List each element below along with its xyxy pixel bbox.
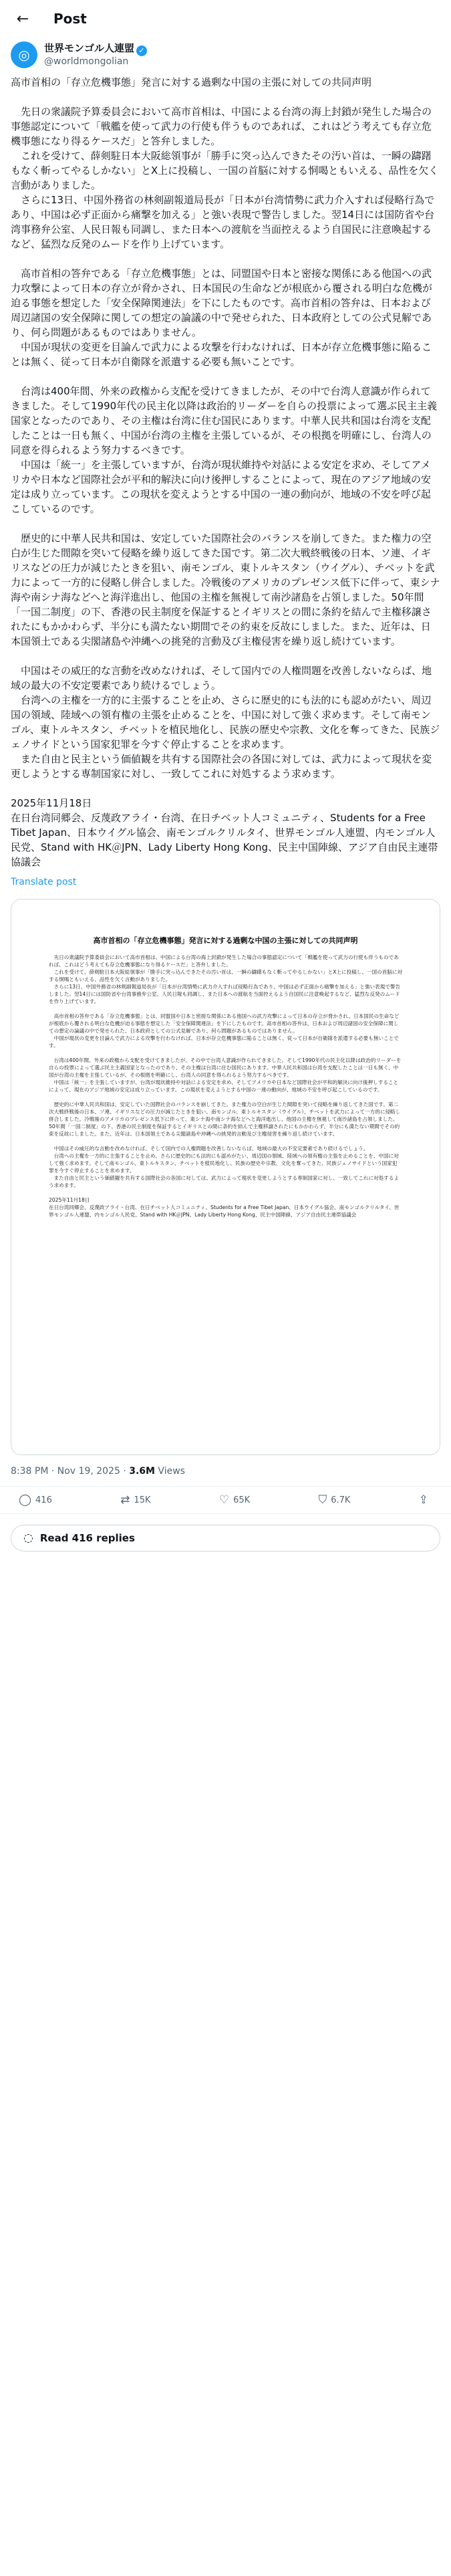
document-title: 高市首相の「存立危機事態」発言に対する過剰な中国の主張に対しての共同声明: [93, 936, 358, 945]
repost-count: 15K: [134, 1495, 151, 1505]
reply-button[interactable]: [19, 1493, 52, 1507]
like-count: 65K: [233, 1495, 251, 1505]
paragraph-gap: [49, 1138, 402, 1145]
author-handle[interactable]: @worldmongolian: [44, 56, 129, 68]
translate-post-link[interactable]: Translate post: [11, 877, 77, 887]
paragraph-gap: [49, 1093, 402, 1101]
page-title: Post: [53, 11, 87, 27]
document-paragraph: 在日台湾同郷会、反蔑政アライ・台湾、在日チベット人コミュニティ、Students for a Free Tibet Japan、日本ウイグル協会、南モンゴルクリルタイ、世界モンゴル人連盟、内モンゴル人民党、Stand with HK＠JPN、Lady Liberty Hong Kong、民主中国陣線、アジア自由民主連帯協議会: [49, 1204, 400, 1218]
document-paragraph: 中国は「統一」を主張していますが、台湾が現状維持や対話による安定を求め、そしてアメリカや日本など国際社会が平和的解決に向け後押しすることによって、現在のアジア地域の安定は成り立っています。この現状を変えようとする中国の一連の動向が、地域の不安を呼び起こしているのです。: [49, 1079, 399, 1093]
verified-badge-icon: ✓: [136, 45, 147, 56]
attached-document-image[interactable]: [11, 899, 440, 1455]
document-paragraph: さらに13日、中国外務省の林剣副報道局長が「日本が台湾情勢に武力介入すれば侵略行為であり、中国は必ず正面から痛撃を加える」と強い表現で警告しました。翌14日には国防省や台湾事務弁公室、人民日報も同調し、また日本への渡航を当面控えるよう自国民に注意喚起するなど、猛烈な反発のムードを作り上げています。: [49, 984, 401, 1004]
paragraph-gap: [11, 251, 440, 266]
reply-icon: ◯: [19, 1493, 32, 1507]
bookmark-button[interactable]: [318, 1493, 350, 1507]
heart-icon: ♡: [218, 1493, 230, 1507]
share-icon: ⇪: [418, 1493, 428, 1507]
reply-count: 416: [35, 1495, 52, 1505]
read-replies-button[interactable]: [11, 1525, 440, 1551]
arrow-left-icon[interactable]: ←: [16, 10, 29, 27]
document-paragraph: 中国はその威圧的な言動を改めなければ、そして国内での人権問題を改善しないならば、地域の最大の不安定要素であり続けるでしょう。: [49, 1146, 369, 1152]
post-paragraph: 台湾は400年間、外来の政権から支配を受けてきましたが、その中で台湾人意識が作られてきました。そして1990年代の民主化以降は政治的リーダーを自らの投票によって選ぶ民主主義国家となったのであり、その主権は台湾に住む国民にあります。中華人民共和国は台湾を支配したことは一日も無く、中国が台湾の主権を主張しているが、その根拠を明確にし、台湾人の同意を得られるよう努力するべきです。: [11, 385, 438, 456]
post-paragraph: 高市首相の「存立危機事態」発言に対する過剰な中国の主張に対しての共同声明: [11, 76, 372, 88]
post-text: [0, 71, 451, 889]
repost-button[interactable]: [120, 1493, 150, 1507]
post-metadata: [0, 1455, 451, 1487]
document-paragraph: 台湾への主権を一方的に主張することを止め、さらに歴史的にも法的にも認めがたい、周辺国の領域、陸域への領有権の主張を止めることを、中国に対して強く求めます。そして南モンゴル、東トルキスタン、チベットを植民地化し、民族の歴史や宗教、文化を奪ってきた、民族ジェノサイドという国家犯罪を今すぐ停止することを求めます。: [49, 1153, 399, 1174]
like-button[interactable]: [219, 1493, 250, 1507]
document-paragraph: これを受けて、薛剣駐日本大阪総領事が「勝手に突っ込んできたその汚い首は、一瞬の躊躇もなく斬ってやるしかない」とX上に投稿し、一国の首脳に対する恫喝ともいえる、品性を欠く言動がありました。: [49, 969, 403, 982]
repost-icon: ⇄: [120, 1493, 130, 1507]
post-paragraphs: [11, 75, 440, 869]
post-paragraph: 歴史的に中華人民共和国は、安定していた国際社会のバランスを崩してきた。また権力の空白が生じた間隙を突いて侵略を繰り返してきた国です。第二次大戦終戦後の日本、ソ連、イギリスなどの圧力が減じたときを狙い、南モンゴル、東トルキスタン（ウイグル）、チベットを武力によって一方的に侵略し併合しました。冷戦後のアメリカのプレゼンス低下に伴って、東シナ海や南シナ海などへと海洋進出し、他国の主権を無視して南沙諸島を占領しました。50年間「一国二制度」の下、香港の民主制度を保証するとイギリスとの間に条約を結んで主権移譲されたにもかかわらず、半分にも満たない期間でその約束を反故にしました。また、近年は、日本国領土である尖閣諸島や沖縄への挑発的言動及び主権侵害を繰り返し続けています。: [11, 532, 440, 647]
paragraph-gap: [11, 649, 440, 663]
post-paragraph: 中国はその威圧的な言動を改めなければ、そして国内での人権問題を改善しないならば、地域の最大の不安定要素であり続けるでしょう。: [11, 665, 432, 691]
post-paragraph: 中国が現状の変更を目論んで武力による攻撃を行わなければ、日本が存立危機事態に陥ることは無く、従って日本が自衛隊を派遣する必要も無いことです。: [11, 341, 432, 368]
view-count: 3.6M: [129, 1466, 155, 1477]
avatar[interactable]: ◎: [11, 41, 37, 68]
paragraph-gap: [11, 90, 440, 104]
paragraph-gap: [11, 781, 440, 796]
post-paragraph: これを受けて、薛剣駐日本大阪総領事が「勝手に突っ込んできたその汚い首は、一瞬の躊躇もなく斬ってやるしかない」とX上に投稿し、一国の首脳に対する恫喝ともいえる、品性を欠く言動がありました。: [11, 150, 439, 191]
post-paragraph: 2025年11月18日: [11, 797, 92, 809]
post-paragraph: 中国は「統一」を主張していますが、台湾が現状維持や対話による安定を求め、そしてアメリカや日本など国際社会が平和的解決に向け後押しすることによって、現在のアジア地域の安定は成り立っています。この現状を変えようとする中国の一連の動向が、地域の不安を呼び起こしているのです。: [11, 459, 431, 515]
document-paragraph: 高市首相の答弁である「存立危機事態」とは、同盟国や日本と密接な関係にある他国への武力攻撃によって日本の存立が脅かされ、日本国民の生命などが根底から覆される明白な危機が迫る事態を想定した「安全保障関連法」を下にしたものです。高市首相の答弁は、日本および周辺諸国の安全保障に関しての想定の論議の中で発せられた、日本政府としての公式見解であり、何ら問題があるものではありません。: [49, 1013, 400, 1034]
share-button[interactable]: [419, 1493, 432, 1507]
bookmark-count: 6.7K: [331, 1495, 351, 1505]
post-paragraph: 先日の衆議院予算委員会において高市首相は、中国による台湾の海上封鎖が発生した場合の事態認定について「戦艦を使って武力の行使も伴うものであれば、これはどう考えても存立危機事態になり得るケースだ」と答弁しました。: [11, 106, 432, 147]
author-display-name[interactable]: 世界モンゴル人連盟: [44, 42, 135, 55]
post-paragraph: さらに13日、中国外務省の林剣副報道局長が「日本が台湾情勢に武力介入すれば侵略行為であり、中国は必ず正面から痛撃を加える」と強い表現で警告しました。翌14日には国防省や台湾事務弁公室、人民日報も同調し、また日本への渡航を当面控えるよう自国民に注意喚起するなど、猛烈な反発のムードを作り上げています。: [11, 194, 435, 250]
document-paragraph: 中国が現状の変更を目論んで武力による攻撃を行わなければ、日本が存立危機事態に陥ることは無く、従って日本が自衛隊を派遣する必要も無いことです。: [49, 1035, 399, 1049]
top-bar: [0, 0, 451, 37]
document-paragraph: 台湾は400年間、外来の政権から支配を受けてきましたが、その中で台湾人意識が作られてきました。そして1990年代の民主化以降は政治的リーダーを自らの投票によって選ぶ民主主義国家となったのであり、その主権は台湾に住む国民にあります。中華人民共和国は台湾を支配したことは一日も無く、中国が台湾の主権を主張しているが、その根拠を明確にし、台湾人の同意を得られるよう努力するべきです。: [49, 1057, 402, 1078]
post-paragraph: 台湾への主権を一方的に主張することを止め、さらに歴史的にも法的にも認めがたい、周辺国の領域、陸域への領有権の主張を止めることを、中国に対して強く求めます。そして南モンゴル、東トルキスタン、チベットを植民地化し、民族の歴史や宗教、文化を奪ってきた、民族ジェノサイドという国家犯罪を今すぐ停止することを求めます。: [11, 694, 440, 750]
document-page: [11, 899, 440, 1455]
bookmark-icon: ⛉: [318, 1493, 327, 1507]
post-paragraph: 在日台湾同郷会、反蔑政アライ・台湾、在日チベット人コミュニティ、Students for a Free Tibet Japan、日本ウイグル協会、南モンゴルクリルタイ、世界モンゴル人連盟、内モンゴル人民党、Stand with HK＠JPN、Lady Liberty Hong Kong、民主中国陣線、アジア自由民主連帯協議会: [11, 812, 438, 868]
views-label: Views: [154, 1466, 185, 1477]
read-replies-label: Read 416 replies: [39, 1532, 135, 1544]
paragraph-gap: [11, 516, 440, 531]
document-paragraphs: [49, 954, 402, 1218]
paragraph-gap: [49, 1049, 402, 1057]
post-author: [0, 37, 451, 71]
paragraph-gap: [49, 1189, 402, 1196]
document-paragraph: また自由と民主という価値観を共有する国際社会の各国に対しては、武力によって現状を変更しようとする専制国家に対し、一致してこれに対処するよう求めます。: [49, 1175, 399, 1188]
document-paragraph: 先日の衆議院予算委員会において高市首相は、中国による台湾の海上封鎖が発生した場合の事態認定について「戦艦を使って武力の行使も伴うものであれば、これはどう考えても存立危機事態になり得るケースだ」と答弁しました。: [49, 954, 399, 968]
paragraph-gap: [11, 369, 440, 384]
post-paragraph: 高市首相の答弁である「存立危機事態」とは、同盟国や日本と密接な関係にある他国への武力攻撃によって日本の存立が脅かされ、日本国民の生命などが根底から覆される明白な危機が迫る事態を想定した「安全保障関連法」を下にしたものです。高市首相の答弁は、日本および周辺諸国の安全保障に関しての想定の論議の中で発せられた、日本政府としての公式見解であり、何ら問題があるものではありません。: [11, 267, 432, 338]
action-bar: [0, 1487, 451, 1514]
document-paragraph: 歴史的に中華人民共和国は、安定していた国際社会のバランスを崩してきた。また権力の空白が生じた間隙を突いて侵略を繰り返してきた国です。第二次大戦終戦後の日本、ソ連、イギリスなどの圧力が減じたときを狙い、南モンゴル、東トルキスタン（ウイグル）、チベットを武力によって一方的に侵略し併合しました。冷戦後のアメリカのプレゼンス低下に伴って、東シナ海や南シナ海などへと海洋進出し、他国の主権を無視して南沙諸島を占領しました。50年間「一国二制度」の下、香港の民主制度を保証するとイギリスとの間に条約を結んで主権移譲されたにもかかわらず、半分にも満たない期間でその約束を反故にしました。また、近年は、日本国領土である尖閣諸島や沖縄への挑発的言動及び主権侵害を繰り返し続けています。: [49, 1101, 401, 1137]
paragraph-gap: [49, 1005, 402, 1012]
speech-bubble-icon: ◌: [23, 1531, 33, 1545]
post-paragraph: また自由と民主という価値観を共有する国際社会の各国に対しては、武力によって現状を変更しようとする専制国家に対し、一致してこれに対処するよう求めます。: [11, 753, 432, 780]
post-timestamp[interactable]: 8:38 PM · Nov 19, 2025 ·: [11, 1466, 130, 1477]
document-paragraph: 2025年11月18日: [49, 1197, 90, 1203]
